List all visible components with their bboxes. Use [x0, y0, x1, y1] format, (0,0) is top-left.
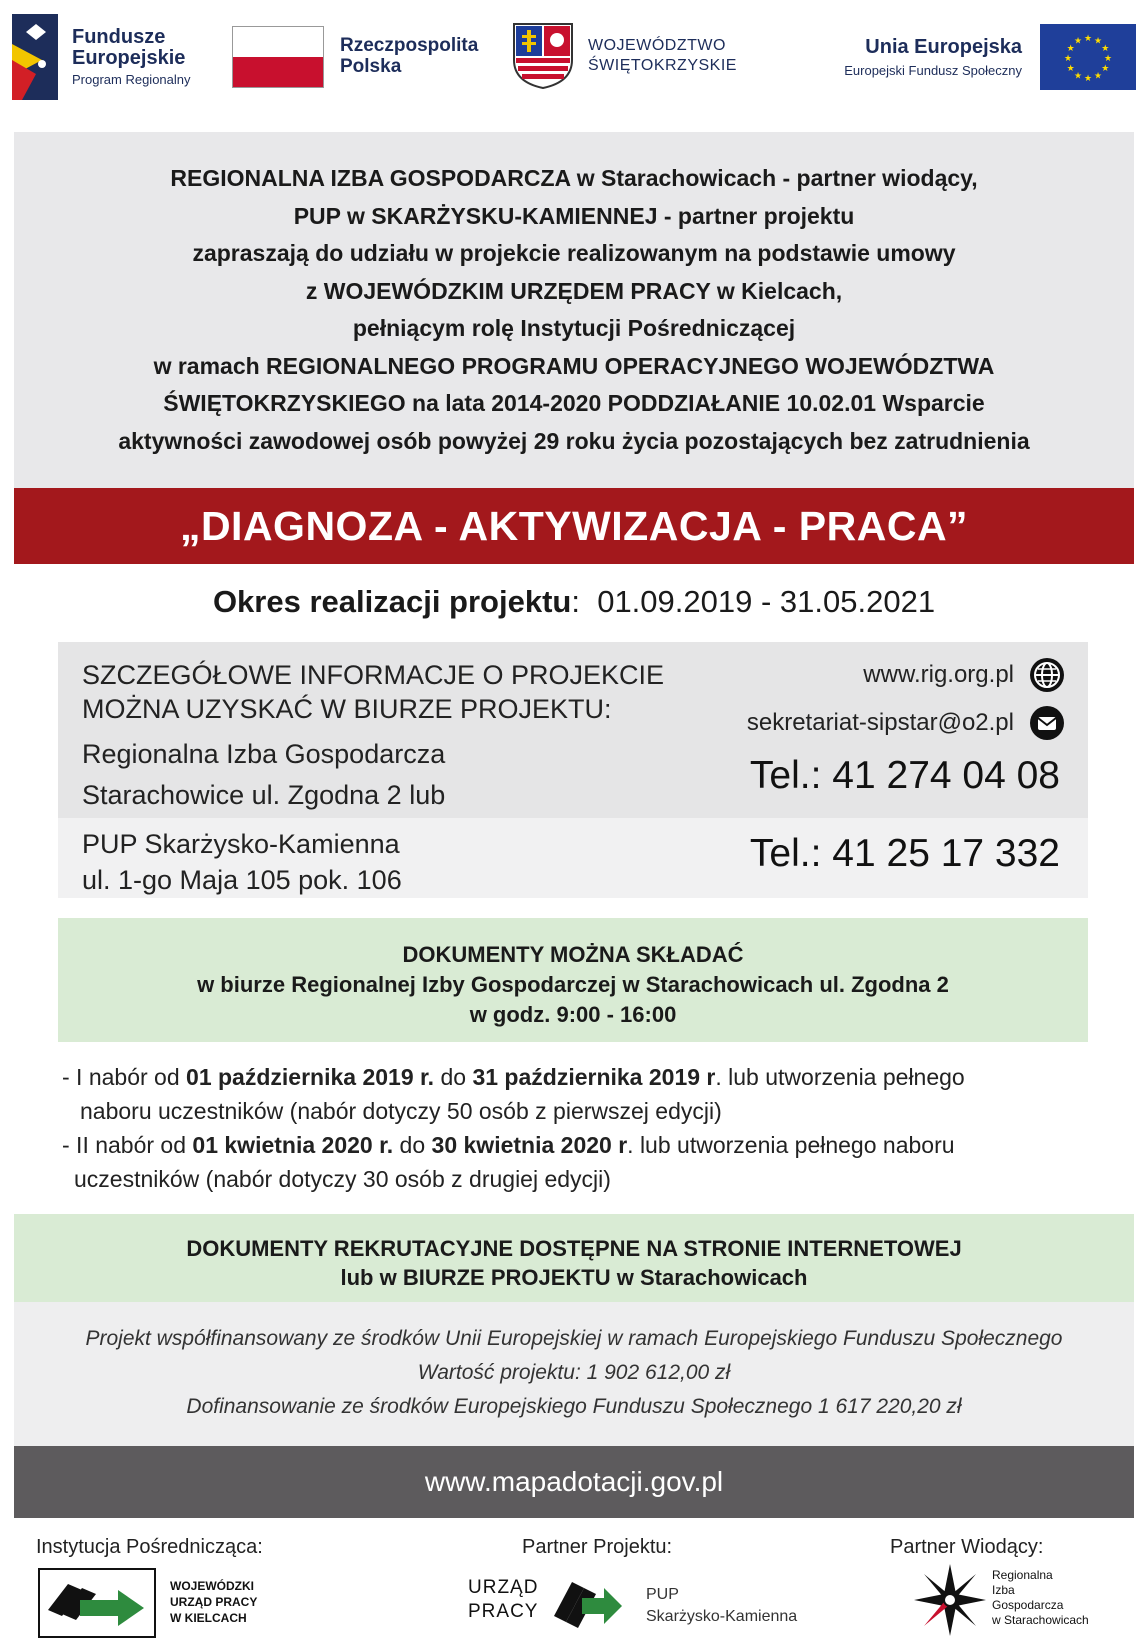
recruitment-rounds — [62, 1060, 1102, 1196]
docs1-line3: w godz. 9:00 - 16:00 — [469, 1002, 677, 1027]
email-link[interactable]: sekretariat-sipstar@o2.pl — [746, 709, 1014, 736]
fundusze-europejskie-logo — [12, 14, 191, 100]
pup-address-line2: ul. 1-go Maja 105 pok. 106 — [82, 865, 402, 895]
recruitment-documents-box — [14, 1214, 1134, 1302]
wup-logo — [38, 1568, 156, 1638]
rig-address-line2: Starachowice ul. Zgodna 2 lub — [82, 780, 446, 810]
envelope-icon — [1030, 706, 1064, 740]
rig-phone[interactable]: Tel.: 41 274 04 08 — [749, 754, 1060, 797]
funding-line1: Projekt współfinansowany ze środków Unii Europejskiej w ramach Europejskiego Funduszu Społecznego — [85, 1327, 1063, 1350]
docs1-line1: DOKUMENTY MOŻNA SKŁADAĆ — [402, 942, 744, 967]
website-link[interactable]: www.rig.org.pl — [863, 661, 1014, 688]
funding-line2: Wartość projektu: 1 902 612,00 zł — [417, 1361, 731, 1384]
wup-line3: W KIELCACH — [170, 1611, 247, 1625]
round-1-mid: do — [434, 1064, 473, 1090]
round-1-line2: naboru uczestników (nabór dotyczy 50 osób z pierwszej edycji) — [80, 1098, 722, 1124]
up-line1: URZĄD — [468, 1577, 539, 1598]
rzeczpospolita-logo — [232, 26, 478, 88]
round-1-suffix: . lub utworzenia pełnego — [715, 1064, 965, 1090]
round-2-prefix: - II nabór od — [62, 1132, 193, 1158]
round-1-prefix: - I nabór od — [62, 1064, 187, 1090]
woj-line1: WOJEWÓDZTWO — [588, 37, 726, 54]
period-value: 01.09.2019 - 31.05.2021 — [597, 584, 936, 619]
pup-line1: PUP — [646, 1586, 679, 1603]
docs2-line1: DOKUMENTY REKRUTACYJNE DOSTĘPNE NA STRONIE INTERNETOWEJ — [186, 1236, 962, 1261]
wojewodztwo-logo — [512, 22, 737, 90]
period-separator: : — [571, 584, 580, 619]
fe-title-line2: Europejskie — [72, 47, 186, 70]
project-period — [0, 584, 1148, 620]
round-1 — [62, 1060, 1102, 1128]
eu-star: ★ — [1066, 63, 1075, 73]
woj-line2: ŚWIĘTOKRZYSKIE — [588, 57, 737, 74]
up-line2: PRACY — [468, 1601, 539, 1622]
pup-line2: Skarżysko-Kamienna — [646, 1608, 798, 1625]
eu-star: ★ — [1066, 43, 1075, 53]
intro-section — [14, 132, 1134, 488]
intermediate-institution-label: Instytucja Pośrednicząca: — [36, 1536, 263, 1558]
ue-title: Unia Europejska — [865, 36, 1022, 58]
intro-line: z WOJEWÓDZKIM URZĘDEM PRACY w Kielcach, — [305, 277, 843, 304]
intro-line: pełniącym rolę Instytucji Pośredniczącej — [352, 315, 796, 341]
rig-line3: Gospodarcza — [992, 1598, 1064, 1612]
round-2-to: 30 kwietnia 2020 r — [431, 1132, 628, 1158]
website-contact[interactable] — [863, 658, 1064, 692]
period-label: Okres realizacji projektu — [212, 584, 572, 619]
email-contact[interactable] — [747, 706, 1064, 740]
documents-submission-box — [58, 918, 1088, 1042]
round-2 — [62, 1128, 1102, 1196]
funding-info — [14, 1302, 1134, 1446]
eu-star: ★ — [1063, 53, 1073, 63]
intro-line: w ramach REGIONALNEGO PROGRAMU OPERACYJNEGO WOJEWÓDZTWA — [153, 352, 995, 379]
round-2-line2: uczestników (nabór dotyczy 30 osób z drugiej edycji) — [74, 1166, 611, 1192]
fe-subtitle: Program Regionalny — [72, 72, 191, 88]
eu-star: ★ — [1093, 70, 1103, 81]
round-2-suffix: . lub utworzenia pełnego naboru — [627, 1132, 955, 1158]
rig-name — [992, 1568, 1089, 1628]
intro-line: aktywności zawodowej osób powyżej 29 roku życia pozostających bez zatrudnienia — [118, 427, 1030, 454]
wup-line2: URZĄD PRACY — [170, 1595, 258, 1609]
eu-star: ★ — [1083, 33, 1093, 43]
coat-of-arms-icon — [512, 22, 574, 90]
fundusze-europejskie-icon — [12, 14, 58, 100]
rig-address-line1: Regionalna Izba Gospodarcza — [82, 739, 446, 769]
eu-flag-icon — [1040, 24, 1136, 90]
contact-info-section — [58, 642, 1088, 898]
eu-star: ★ — [1101, 63, 1110, 73]
eu-star: ★ — [1073, 70, 1083, 81]
rig-line2: Izba — [992, 1583, 1015, 1597]
logo-bar — [12, 14, 1136, 104]
pup-phone[interactable]: Tel.: 41 25 17 332 — [749, 832, 1060, 875]
eu-star: ★ — [1083, 73, 1093, 83]
info-heading-line2: MOŻNA UZYSKAĆ W BIURZE PROJEKTU: — [82, 694, 612, 724]
project-title-banner: „DIAGNOZA - AKTYWIZACJA - PRACA” — [14, 488, 1134, 564]
wup-arrow-icon — [40, 1570, 154, 1636]
urzad-pracy-wordmark — [468, 1576, 538, 1624]
intro-line: REGIONALNA IZBA GOSPODARCZA w Starachowicach - partner wiodący, — [170, 165, 978, 191]
rig-star-icon — [912, 1562, 988, 1638]
polish-flag-icon — [232, 26, 324, 88]
intro-line: PUP w SKARŻYSKU-KAMIENNEJ - partner projektu — [293, 202, 855, 229]
eu-star: ★ — [1101, 43, 1110, 53]
wup-line1: WOJEWÓDZKI — [170, 1579, 254, 1593]
round-1-to: 31 października 2019 r — [472, 1064, 716, 1090]
pup-name — [646, 1584, 797, 1628]
docs2-line2: lub w BIURZE PROJEKTU w Starachowicach — [340, 1265, 808, 1290]
round-2-mid: do — [393, 1132, 432, 1158]
funding-line3: Dofinansowanie ze środków Europejskiego Funduszu Społecznego 1 617 220,20 zł — [186, 1395, 962, 1418]
globe-icon — [1030, 658, 1064, 692]
mapadotacji-link[interactable]: www.mapadotacji.gov.pl — [14, 1446, 1134, 1518]
intro-line: ŚWIĘTOKRZYSKIEGO na lata 2014-2020 PODDZIAŁANIE 10.02.01 Wsparcie — [163, 390, 985, 416]
rig-line1: Regionalna — [992, 1568, 1053, 1582]
wup-name — [170, 1578, 257, 1626]
rp-line1: Rzeczpospolita — [340, 35, 479, 57]
ue-subtitle: Europejski Fundusz Społeczny — [844, 63, 1022, 78]
lead-partner-label: Partner Wiodący: — [890, 1536, 1044, 1558]
intro-line: zapraszają do udziału w projekcie realizowanym na podstawie umowy — [192, 240, 956, 266]
info-heading-line1: SZCZEGÓŁOWE INFORMACJE O PROJEKCIE — [82, 660, 665, 690]
eu-star: ★ — [1073, 35, 1083, 46]
docs1-line2: w biurze Regionalnej Izby Gospodarczej w Starachowicach ul. Zgodna 2 — [197, 972, 949, 997]
rp-line2: Polska — [340, 56, 402, 77]
urzad-pracy-arrow-icon — [552, 1572, 624, 1630]
fe-title-line1: Fundusze — [72, 26, 166, 49]
eu-star: ★ — [1103, 53, 1113, 63]
unia-europejska-logo — [844, 24, 1136, 90]
round-2-from: 01 kwietnia 2020 r. — [192, 1132, 394, 1158]
rig-line4: w Starachowicach — [992, 1613, 1089, 1627]
round-1-from: 01 października 2019 r. — [186, 1064, 435, 1090]
eu-star: ★ — [1093, 35, 1103, 46]
pup-address-line1: PUP Skarżysko-Kamienna — [82, 829, 400, 859]
project-partner-label: Partner Projektu: — [522, 1536, 673, 1558]
